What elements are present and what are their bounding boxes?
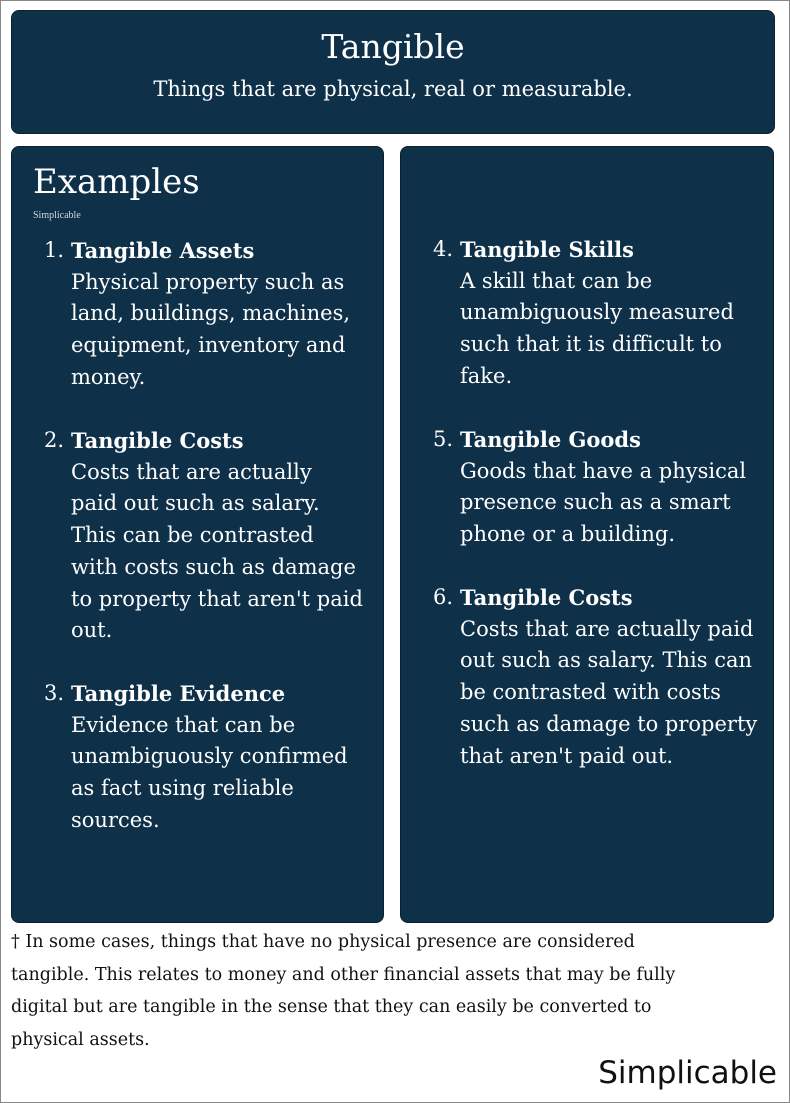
item-number: 3.	[43, 681, 64, 705]
item-description: Goods that have a physical presence such as a smart phone or a building.	[460, 458, 747, 547]
watermark-text: Simplicable	[33, 210, 81, 221]
item-title: Tangible Costs	[71, 428, 244, 453]
page-title: Tangible	[321, 27, 465, 66]
item-description: Costs that are actually paid out such as salary. This can be contrasted with costs such as damage to property that aren't paid out.	[460, 616, 758, 768]
list-item	[34, 235, 364, 394]
item-title: Tangible Costs	[460, 585, 633, 610]
item-title: Tangible Skills	[460, 237, 634, 262]
examples-heading: Examples	[33, 162, 200, 202]
list-item	[423, 234, 758, 393]
item-title: Tangible Goods	[460, 427, 641, 452]
item-description: Physical property such as land, buildings, machines, equipment, inventory and money.	[71, 269, 351, 389]
page-subtitle: Things that are physical, real or measurable.	[153, 77, 633, 101]
header-panel	[11, 10, 775, 134]
examples-panel-left	[11, 146, 384, 923]
list-item	[423, 424, 758, 551]
item-title: Tangible Evidence	[71, 681, 286, 706]
item-description: Costs that are actually paid out such as salary. This can be contrasted with costs such as damage to property that aren't paid out.	[71, 459, 363, 643]
list-item	[34, 425, 364, 647]
item-number: 1.	[43, 238, 64, 262]
item-description: A skill that can be unambiguously measured such that it is difficult to fake.	[460, 268, 734, 388]
footnote: † In some cases, things that have no physical presence are considered tangible. This relates to money and other financial assets that may be fully digital but are tangible in the sense that they can easily be converted to physical assets.	[11, 932, 676, 1050]
item-title: Tangible Assets	[71, 238, 255, 263]
list-item	[423, 582, 758, 772]
examples-panel-right	[400, 146, 774, 923]
item-description: Evidence that can be unambiguously confirmed as fact using reliable sources.	[71, 712, 348, 832]
list-item	[34, 678, 364, 837]
item-number: 2.	[43, 428, 64, 452]
item-number: 6.	[432, 585, 453, 609]
brand-logo-text: Simplicable	[598, 1055, 777, 1091]
item-number: 5.	[432, 427, 453, 451]
item-number: 4.	[432, 237, 453, 261]
